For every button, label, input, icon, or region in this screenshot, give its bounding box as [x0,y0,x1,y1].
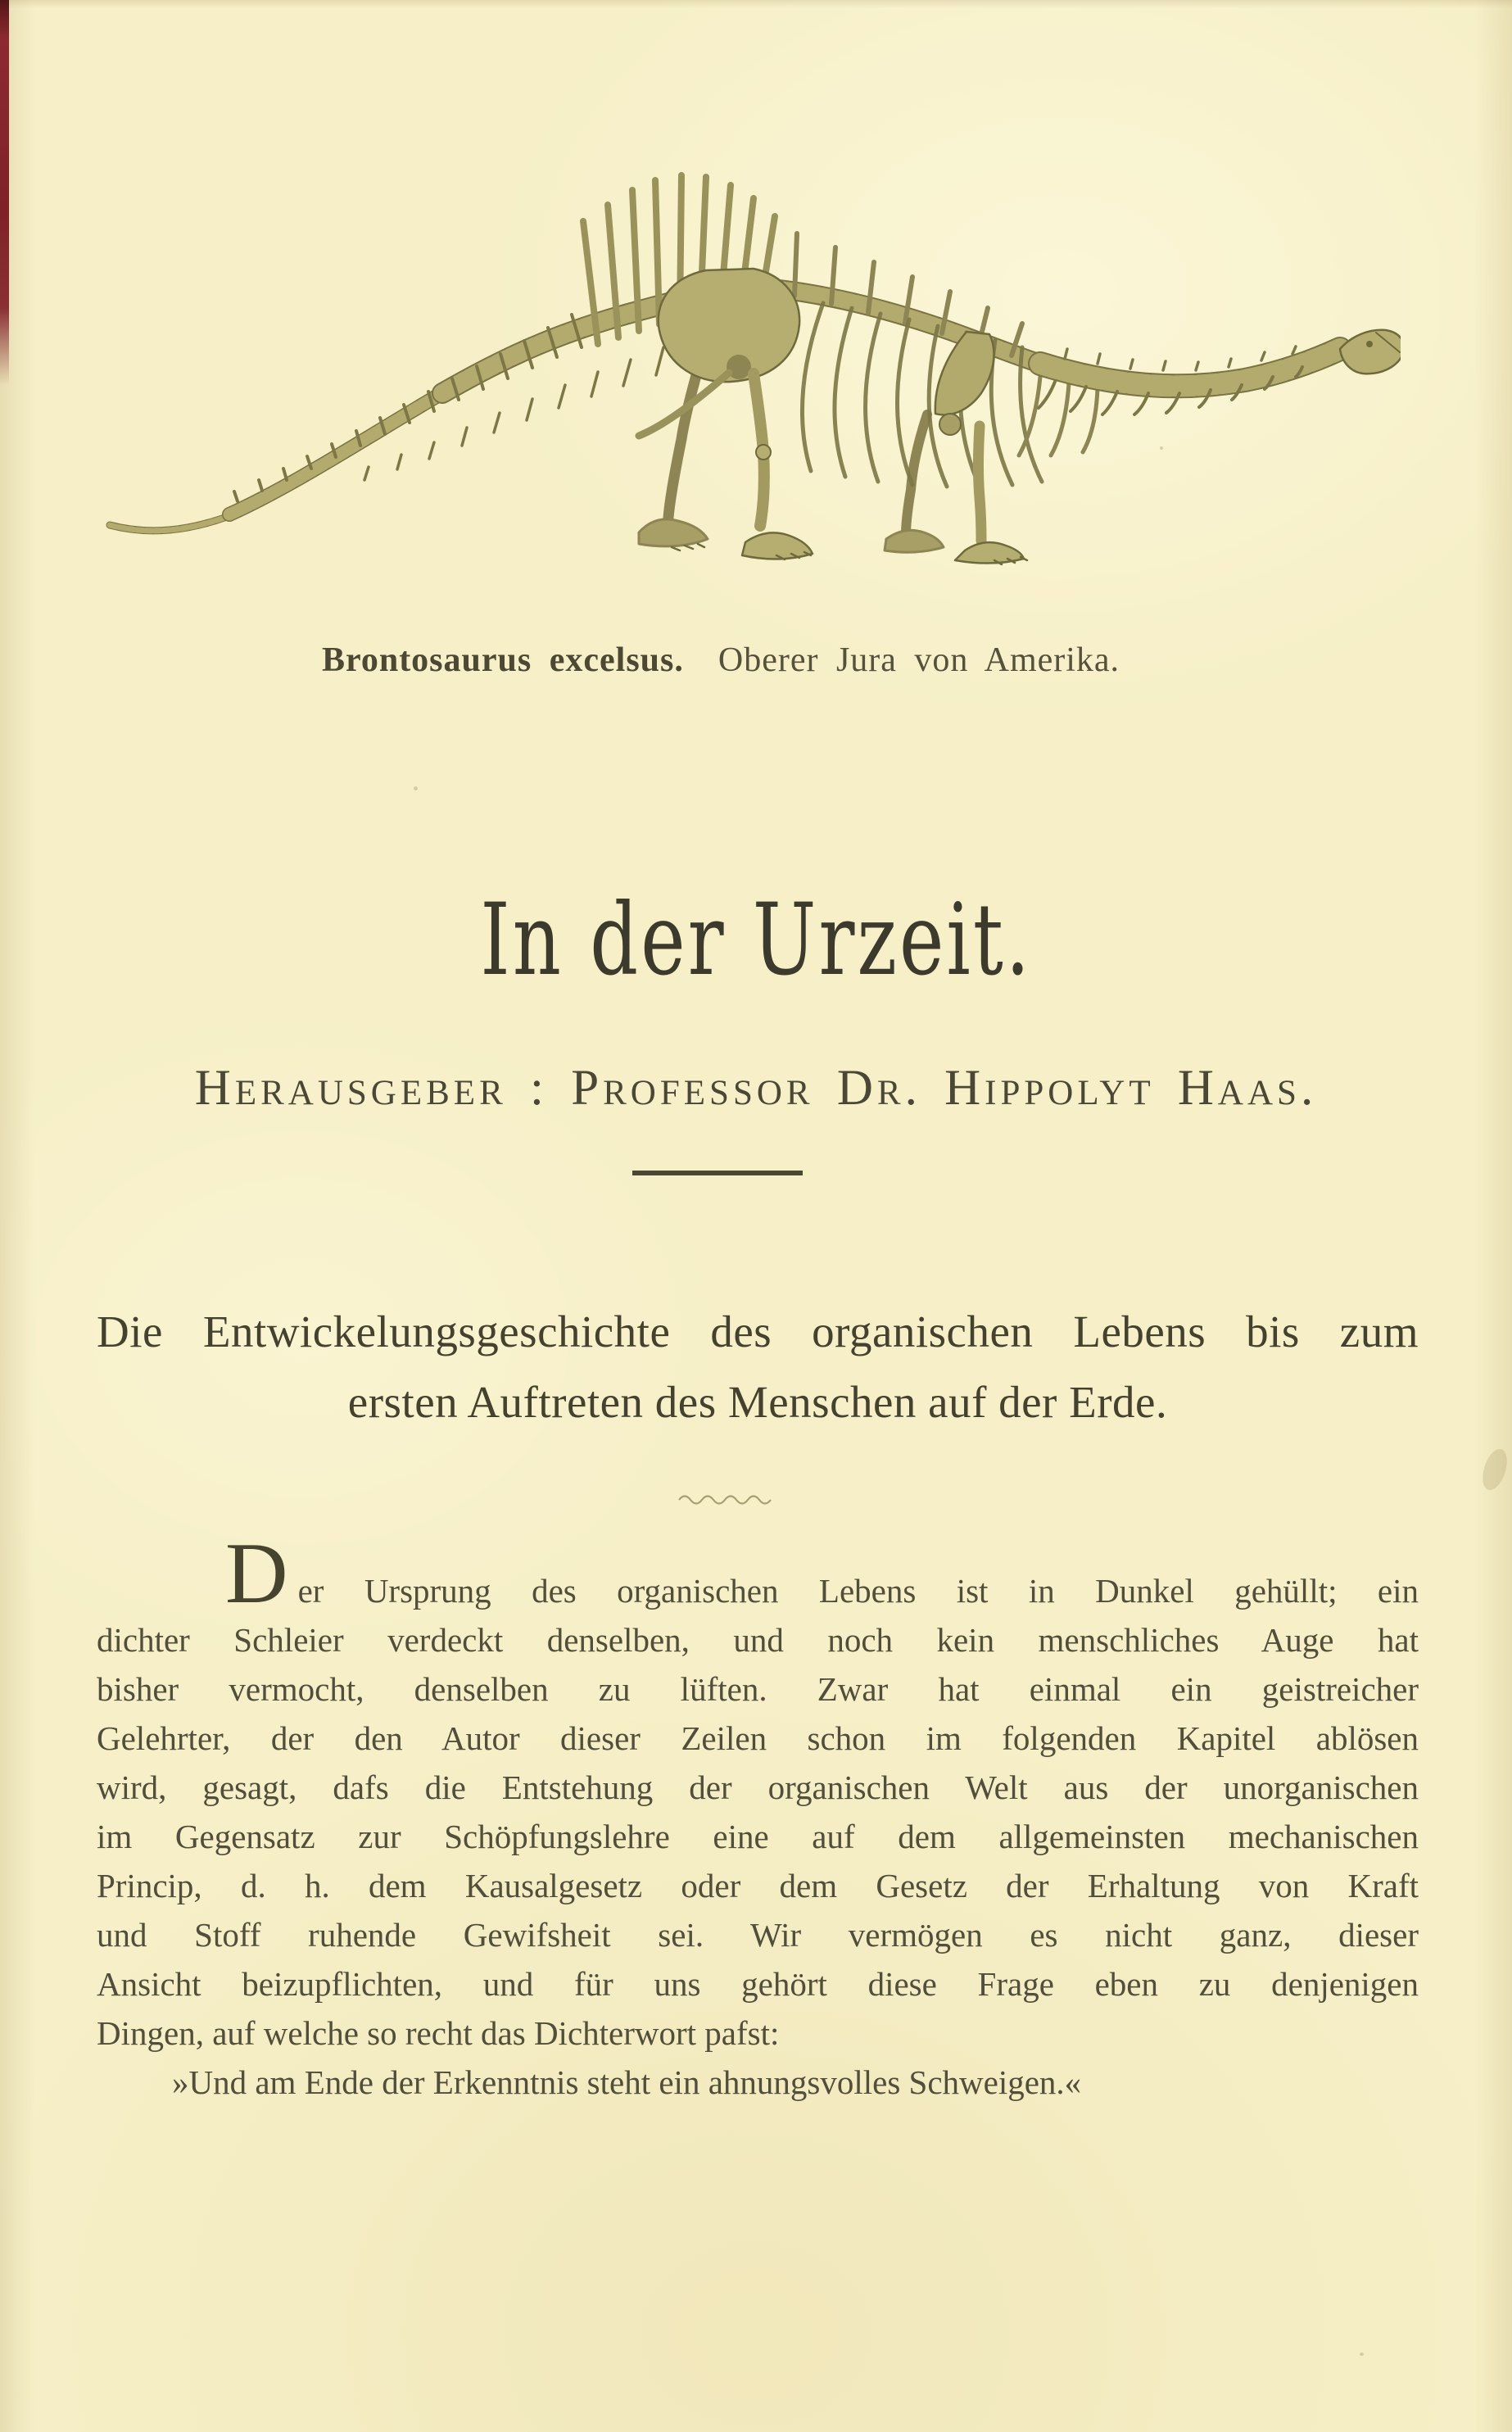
far-hind-leg [639,357,708,550]
body-line: dichter Schleier verdeckt denselben, und noch kein menschliches Auge hat [97,1621,1419,1659]
body-line: Gelehrter, der den Autor dieser Zeilen schon im folgenden Kapitel ablösen [97,1719,1419,1757]
head [1340,330,1401,374]
brontosaurus-skeleton-illustration [98,147,1401,582]
figure-caption-provenance: Oberer Jura von Amerika. [718,641,1120,679]
body-quote-line: »Und am Ende der Erkenntnis steht ein ahnungsvolles Schweigen.« [172,2063,1082,2101]
top-edge-shading [0,0,1512,8]
squiggle-ornament [677,1489,776,1507]
paper-speck [414,786,418,790]
body-line: und Stoff ruhende Gewifsheit sei. Wir vermögen es nicht ganz, dieser [97,1916,1419,1954]
body-line: Princip, d. h. dem Kausalgesetz oder dem Gesetz der Erhaltung von Kraft [97,1867,1419,1904]
paper-speck [1360,2353,1364,2356]
right-edge-shading [1474,0,1512,2432]
page-title-text: In der Urzeit. [480,882,1032,998]
drop-cap: D [225,1525,290,1621]
binding-strip [0,0,9,385]
body-line: Dingen, auf welche so recht das Dichterwort pafst: [97,2014,780,2052]
chapter-subtitle-line2: ersten Auftreten des Menschen auf der Erde. [347,1377,1168,1427]
body-line: im Gegensatz zur Schöpfungslehre eine auf dem allgemeinsten mechanischen [97,1818,1419,1855]
body-line-text: er Ursprung des organischen Lebens ist in Dunkel gehüllt; ein [297,1572,1419,1610]
figure-caption [0,640,1512,681]
far-front-leg [885,414,944,552]
shoulder-and-near-front-leg [935,332,1027,564]
body-line: wird, gesagt, dafs die Entstehung der organischen Welt aus der unorganischen [97,1769,1419,1806]
chapter-subtitle-line1: Die Entwickelungsgeschichte des organischen Lebens bis zum [97,1307,1419,1356]
body-line: Ansicht beizupflichten, und für uns gehört diese Frage eben zu denjenigen [97,1965,1419,2003]
chapter-subtitle [97,1297,1419,1438]
neck [1039,346,1340,414]
publisher-line: Herausgeber : Professor Dr. Hippolyt Haas. [194,1061,1318,1116]
body-line [97,1525,1419,1621]
horizontal-rule [632,1171,803,1175]
body-paragraph [97,1525,1419,2107]
page-title [0,882,1512,998]
body-line: bisher vermocht, denselben zu lüften. Zwar hat einmal ein geistreicher [97,1670,1419,1708]
figure-caption-species: Brontosaurus excelsus. [321,641,684,679]
